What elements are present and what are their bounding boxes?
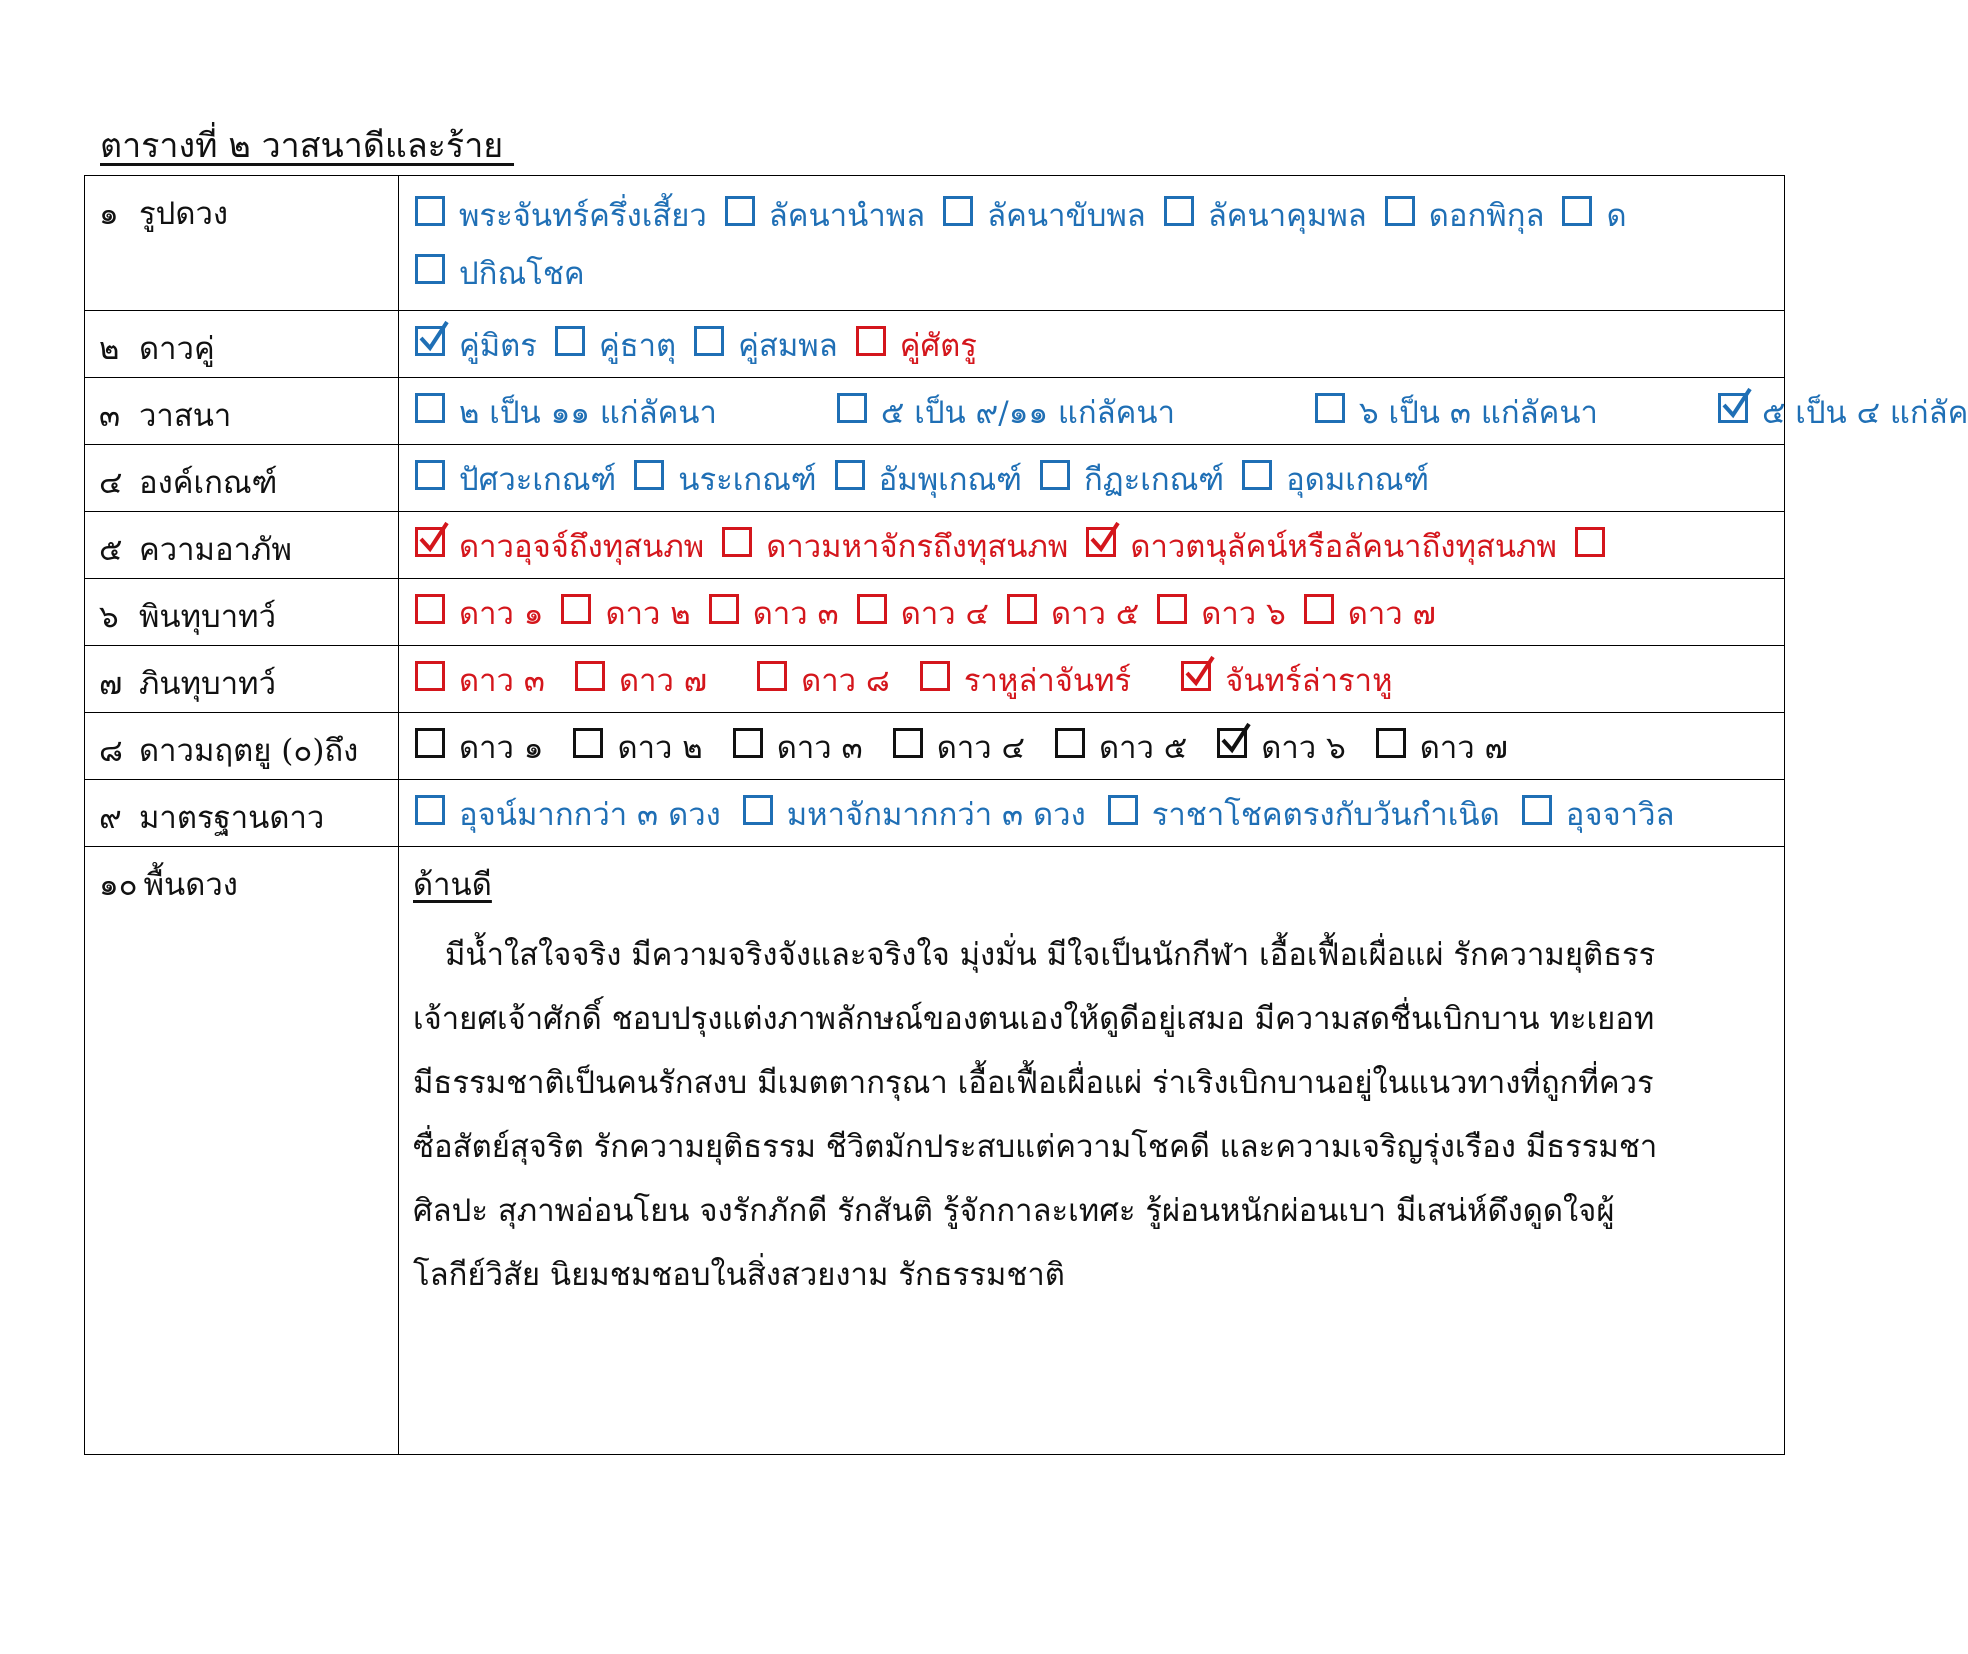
- checkmark-icon: [416, 319, 450, 353]
- document-title: ตารางที่ ๒ วาสนาดีและร้าย: [100, 126, 515, 166]
- checkbox-option-label: ลัคนาคุมพล: [1207, 198, 1367, 234]
- checkbox-option[interactable]: [1086, 521, 1557, 571]
- checkbox-option[interactable]: [725, 190, 925, 240]
- row-label: วาสนา: [139, 398, 232, 434]
- description-paragraph: [413, 923, 1784, 1307]
- checkbox-unchecked[interactable]: [943, 196, 973, 226]
- checkbox-unchecked[interactable]: [1562, 196, 1592, 226]
- checkbox-unchecked[interactable]: [1304, 594, 1334, 624]
- option-line: [415, 656, 1784, 704]
- checkbox-option[interactable]: [1164, 190, 1367, 240]
- checkbox-unchecked[interactable]: [415, 393, 445, 423]
- row-number: ๒: [99, 331, 120, 367]
- checkbox-option-label: ๕ เป็น ๔ แก่ลัค: [1761, 395, 1968, 431]
- paragraph-line: โลกีย์วิสัย นิยมชมชอบในสิ่งสวยงาม รักธรรมชาติ: [413, 1257, 1065, 1293]
- checkbox-option-label: ๕ เป็น ๙/๑๑ แก่ลัคนา: [880, 395, 1175, 431]
- checkbox-option[interactable]: [709, 588, 839, 638]
- checkbox-option[interactable]: [415, 655, 545, 705]
- checkbox-unchecked[interactable]: [835, 460, 865, 490]
- checkbox-option[interactable]: [722, 521, 1068, 571]
- checkbox-checked[interactable]: [1217, 728, 1247, 758]
- checkbox-unchecked[interactable]: [415, 196, 445, 226]
- row-number: ๖: [99, 599, 119, 635]
- row-number: ๙: [99, 800, 122, 836]
- checkbox-option-label: ดาว ๔: [900, 596, 989, 632]
- checkbox-option[interactable]: [634, 454, 816, 504]
- option-line: [415, 589, 1784, 637]
- row-options-cell: [399, 646, 1785, 713]
- checkbox-option-label: ดาวอุจจ์ถึงทุสนภพ: [459, 529, 705, 565]
- checkbox-option[interactable]: [415, 454, 616, 504]
- checkbox-unchecked[interactable]: [1385, 196, 1415, 226]
- checkbox-unchecked[interactable]: [725, 196, 755, 226]
- row-label-cell: [85, 378, 399, 445]
- checkbox-unchecked[interactable]: [857, 594, 887, 624]
- checkbox-option-label: อัมพุเกณฑ์: [878, 462, 1022, 498]
- checkbox-option[interactable]: [837, 387, 1175, 437]
- vasana-table: [84, 175, 1968, 1455]
- checkbox-checked[interactable]: [415, 527, 445, 557]
- row-number: ๔: [99, 465, 123, 501]
- checkbox-unchecked[interactable]: [573, 728, 603, 758]
- checkbox-option[interactable]: [857, 588, 989, 638]
- checkbox-option-label: จันทร์ล่าราหู: [1225, 663, 1393, 699]
- checkbox-unchecked[interactable]: [1040, 460, 1070, 490]
- checkbox-option[interactable]: [1217, 722, 1345, 772]
- checkbox-unchecked[interactable]: [1522, 795, 1552, 825]
- checkbox-option-label: ดาว ๗: [1347, 596, 1436, 632]
- checkbox-option-label: ดาว ๕: [1051, 596, 1140, 632]
- checkbox-option-label: ดาว ๓: [459, 663, 545, 699]
- checkbox-checked[interactable]: [1181, 661, 1211, 691]
- row-label-cell: [85, 311, 399, 378]
- checkbox-option[interactable]: [415, 248, 585, 298]
- row-options-cell: [399, 713, 1785, 780]
- checkbox-option[interactable]: [1385, 190, 1545, 240]
- checkbox-option-label: ๒ เป็น ๑๑ แก่ลัคนา: [459, 395, 717, 431]
- checkbox-option[interactable]: [573, 722, 702, 772]
- checkbox-option[interactable]: [835, 454, 1022, 504]
- checkbox-option-label: ดาวมหาจักรถึงทุสนภพ: [766, 529, 1069, 565]
- checkbox-unchecked[interactable]: [1242, 460, 1272, 490]
- option-line: [415, 388, 1968, 436]
- table-row: [85, 579, 1785, 646]
- row-number: ๕: [99, 532, 123, 568]
- checkbox-option[interactable]: [1040, 454, 1224, 504]
- checkbox-option[interactable]: [757, 655, 890, 705]
- row-label: องค์เกณฑ์: [139, 465, 278, 501]
- paragraph-line: ซื่อสัตย์สุจริต รักความยุติธรรม ชีวิตมักประสบแต่ความโชคดี และความเจริญรุ่งเรือง มีธรรมชา: [413, 1129, 1658, 1165]
- checkbox-unchecked[interactable]: [561, 594, 591, 624]
- section-heading: ด้านดี: [413, 867, 492, 903]
- checkbox-option[interactable]: [1522, 789, 1675, 839]
- row-options-cell: [399, 311, 1785, 378]
- option-line: [415, 723, 1784, 771]
- table-row: [85, 646, 1785, 713]
- checkbox-option[interactable]: [920, 655, 1131, 705]
- checkbox-unchecked[interactable]: [757, 661, 787, 691]
- checkbox-unchecked[interactable]: [415, 661, 445, 691]
- row-label-cell: [85, 847, 399, 1455]
- checkmark-icon: [1218, 721, 1252, 755]
- checkbox-option[interactable]: [1315, 387, 1598, 437]
- row-label-cell: [85, 579, 399, 646]
- row-label-cell: [85, 512, 399, 579]
- row-number: ๑๐: [99, 867, 138, 903]
- checkbox-option[interactable]: [694, 320, 838, 370]
- checkbox-option-label: ดาว ๗: [1419, 730, 1508, 766]
- checkbox-option[interactable]: [943, 190, 1146, 240]
- checkbox-unchecked[interactable]: [1164, 196, 1194, 226]
- row-label: ดาวคู่: [139, 331, 215, 367]
- checkbox-option-label: คู่ธาตุ: [598, 328, 677, 364]
- checkbox-option[interactable]: [575, 655, 707, 705]
- paragraph-line: มีน้ำใสใจจริง มีความจริงจังและจริงใจ มุ่งมั่น มีใจเป็นนักกีฬา เอื้อเฟื้อเผื่อแผ่ รักความยุติธรร: [445, 937, 1656, 973]
- checkbox-option-label: ดาว ๑: [459, 596, 544, 632]
- row-options-cell: [399, 512, 1785, 579]
- checkbox-option[interactable]: [1055, 722, 1187, 772]
- checkbox-option-label: ๖ เป็น ๓ แก่ลัคนา: [1358, 395, 1598, 431]
- checkbox-option-label: ปัศวะเกณฑ์: [459, 462, 617, 498]
- checkbox-unchecked[interactable]: [694, 326, 724, 356]
- row-label: ดาวมฤตยู (๐)ถึง: [139, 733, 359, 769]
- row-label-cell: [85, 646, 399, 713]
- checkbox-unchecked[interactable]: [1055, 728, 1085, 758]
- checkbox-unchecked[interactable]: [1108, 795, 1138, 825]
- checkbox-unchecked[interactable]: [1315, 393, 1345, 423]
- checkbox-option[interactable]: [1562, 190, 1626, 240]
- checkbox-option[interactable]: [733, 722, 863, 772]
- checkbox-unchecked[interactable]: [722, 527, 752, 557]
- checkbox-checked[interactable]: [1086, 527, 1116, 557]
- row-number: ๑: [99, 196, 119, 232]
- checkbox-option-label: ราหูล่าจันทร์: [963, 663, 1132, 699]
- option-line: [415, 186, 1784, 244]
- row-label: ภินทุบาทว์: [139, 666, 276, 702]
- checkbox-option[interactable]: [1304, 588, 1436, 638]
- checkmark-icon: [416, 520, 450, 554]
- checkbox-option-label: ดาว ๕: [1099, 730, 1188, 766]
- checkbox-unchecked[interactable]: [1007, 594, 1037, 624]
- checkbox-option[interactable]: [893, 722, 1025, 772]
- checkbox-unchecked[interactable]: [733, 728, 763, 758]
- checkbox-option-label: ปกิณโชค: [459, 256, 585, 292]
- table-row: [85, 780, 1785, 847]
- row-options-cell: [399, 780, 1785, 847]
- checkbox-unchecked[interactable]: [575, 661, 605, 691]
- checkbox-option-label: ลัคนาขับพล: [987, 198, 1146, 234]
- checkbox-option-label: ดาว ๓: [776, 730, 863, 766]
- checkmark-icon: [1182, 654, 1216, 688]
- table-row: [85, 512, 1785, 579]
- row-label-cell: [85, 445, 399, 512]
- checkbox-unchecked[interactable]: [837, 393, 867, 423]
- paragraph-line: มีธรรมชาติเป็นคนรักสงบ มีเมตตากรุณา เอื้อเฟื้อเผื่อแผ่ ร่าเริงเบิกบานอยู่ในแนวทางที่ถูกที่ควร: [413, 1065, 1654, 1101]
- checkbox-option-label: อุจน์มากกว่า ๓ ดวง: [459, 797, 721, 833]
- checkbox-option-label: ดาว ๑: [459, 730, 544, 766]
- checkbox-option[interactable]: [1007, 588, 1139, 638]
- checkbox-option-label: คู่มิตร: [459, 328, 537, 364]
- checkbox-option[interactable]: [743, 789, 1086, 839]
- checkbox-unchecked[interactable]: [1575, 527, 1605, 557]
- checkbox-option-label: ราชาโชคตรงกับวันกำเนิด: [1151, 797, 1500, 833]
- row-label: ความอาภัพ: [139, 532, 292, 568]
- option-line: [415, 244, 1784, 302]
- checkbox-option[interactable]: [415, 588, 543, 638]
- row-options-cell: [399, 445, 1785, 512]
- checkbox-option-label: กีฏะเกณฑ์: [1084, 462, 1225, 498]
- checkbox-option-label: ดาว ๗: [619, 663, 708, 699]
- checkbox-checked[interactable]: [1718, 393, 1748, 423]
- row-label: พื้นดวง: [143, 867, 238, 903]
- table-row: [85, 176, 1785, 311]
- checkbox-option[interactable]: [415, 387, 717, 437]
- row-number: ๗: [99, 666, 123, 702]
- row-options-cell: [399, 579, 1785, 646]
- checkbox-option-label: ดาวตนุลัคน์หรือลัคนาถึงทุสนภพ: [1130, 529, 1557, 565]
- checkbox-option[interactable]: [415, 521, 704, 571]
- checkbox-option-label: ดาว ๔: [936, 730, 1025, 766]
- table-row: [85, 713, 1785, 780]
- checkbox-option-label: มหาจักมากกว่า ๓ ดวง: [786, 797, 1086, 833]
- checkbox-option-label: ดาว ๓: [752, 596, 839, 632]
- table-row: [85, 847, 1785, 1455]
- checkbox-option-label: ดาว ๒: [605, 596, 691, 632]
- checkbox-unchecked[interactable]: [634, 460, 664, 490]
- checkbox-unchecked[interactable]: [415, 728, 445, 758]
- vasana-table-body: [85, 176, 1968, 1455]
- checkbox-unchecked[interactable]: [743, 795, 773, 825]
- table-row: [85, 445, 1785, 512]
- checkbox-option[interactable]: [1575, 531, 1619, 561]
- checkbox-option[interactable]: [1718, 387, 1968, 437]
- table-row: [85, 311, 1785, 378]
- row-label-cell: [85, 780, 399, 847]
- checkbox-checked[interactable]: [415, 326, 445, 356]
- checkbox-unchecked[interactable]: [415, 460, 445, 490]
- checkbox-unchecked[interactable]: [555, 326, 585, 356]
- checkmark-icon: [1719, 386, 1753, 420]
- checkbox-option-label: ลัคนานำพล: [768, 198, 926, 234]
- option-line: [415, 790, 1784, 838]
- checkbox-option[interactable]: [856, 320, 977, 370]
- paragraph-line: ศิลปะ สุภาพอ่อนโยน จงรักภักดี รักสันติ รู้จักกาละเทศะ รู้ผ่อนหนักผ่อนเบา มีเสน่ห์ดึงดูดใจผู้: [413, 1193, 1615, 1229]
- checkbox-option-label: พระจันทร์ครึ่งเสี้ยว: [459, 198, 707, 234]
- row-description-cell: [399, 847, 1785, 1455]
- checkbox-unchecked[interactable]: [415, 594, 445, 624]
- checkbox-unchecked[interactable]: [415, 795, 445, 825]
- checkbox-option-label: ดอกพิกุล: [1428, 198, 1545, 234]
- row-options-cell: [399, 176, 1785, 311]
- option-line: [415, 455, 1784, 503]
- checkmark-icon: [1087, 520, 1121, 554]
- row-label: พินทุบาทว์: [139, 599, 276, 635]
- checkbox-option[interactable]: [1108, 789, 1500, 839]
- checkbox-option-label: อุดมเกณฑ์: [1286, 462, 1430, 498]
- checkbox-option-label: คู่สมพล: [738, 328, 838, 364]
- row-number: ๓: [99, 398, 121, 434]
- row-label-cell: [85, 713, 399, 780]
- checkbox-option-label: ด: [1606, 198, 1627, 234]
- row-label: มาตรฐานดาว: [139, 800, 325, 836]
- checkbox-option[interactable]: [555, 320, 676, 370]
- paragraph-line: เจ้ายศเจ้าศักดิ์ ชอบปรุงแต่งภาพลักษณ์ของตนเองให้ดูดีอยู่เสมอ มีความสดชื่นเบิกบาน ทะเยอท: [413, 1001, 1655, 1037]
- checkbox-option-label: อุจจาวิล: [1565, 797, 1675, 833]
- checkbox-option[interactable]: [1242, 454, 1429, 504]
- checkbox-option[interactable]: [415, 722, 543, 772]
- checkbox-option[interactable]: [415, 320, 537, 370]
- checkbox-option-label: ดาว ๖: [1201, 596, 1286, 632]
- checkbox-option-label: ดาว ๒: [617, 730, 703, 766]
- checkbox-option-label: ดาว ๘: [801, 663, 890, 699]
- checkbox-option-label: ดาว ๖: [1261, 730, 1346, 766]
- checkbox-unchecked[interactable]: [1157, 594, 1187, 624]
- checkbox-option[interactable]: [1181, 655, 1392, 705]
- checkbox-option[interactable]: [1376, 722, 1508, 772]
- checkbox-option[interactable]: [561, 588, 690, 638]
- row-options-cell: [399, 378, 1968, 445]
- vasana-table-wrapper: [84, 175, 1968, 1475]
- checkbox-option-label: นระเกณฑ์: [678, 462, 817, 498]
- checkbox-unchecked[interactable]: [709, 594, 739, 624]
- checkbox-option[interactable]: [415, 190, 707, 240]
- checkbox-unchecked[interactable]: [856, 326, 886, 356]
- checkbox-option[interactable]: [415, 789, 721, 839]
- row-number: ๘: [99, 733, 123, 769]
- table-row: [85, 378, 1785, 445]
- checkbox-option[interactable]: [1157, 588, 1285, 638]
- checkbox-unchecked[interactable]: [1376, 728, 1406, 758]
- row-label-cell: [85, 176, 399, 311]
- checkbox-unchecked[interactable]: [893, 728, 923, 758]
- option-line: [415, 321, 1784, 369]
- option-line: [415, 522, 1784, 570]
- checkbox-option-label: คู่ศัตรู: [899, 328, 977, 364]
- checkbox-unchecked[interactable]: [415, 254, 445, 284]
- checkbox-unchecked[interactable]: [920, 661, 950, 691]
- row-label: รูปดวง: [139, 196, 229, 232]
